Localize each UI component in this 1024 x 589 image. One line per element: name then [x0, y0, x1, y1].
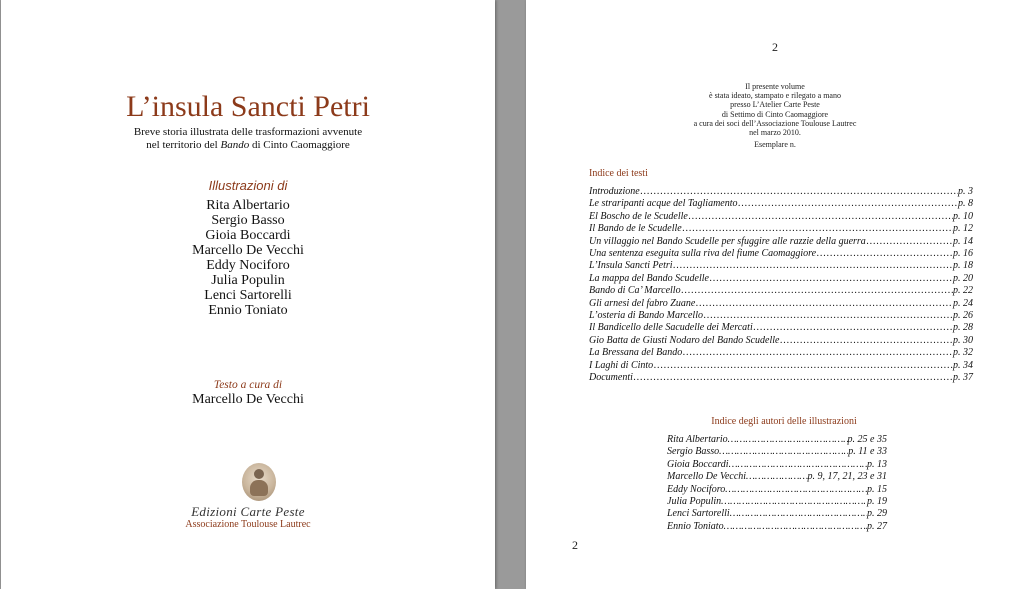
- author-entry: [667, 521, 887, 533]
- toc-entry-page: p. 22: [953, 285, 973, 297]
- artist-name: Gioia Boccardi: [205, 228, 291, 243]
- toc-entry-title: Bando di Ca’ Marcello: [589, 285, 681, 297]
- artist-name: Julia Populin: [211, 273, 285, 288]
- toc-list: [589, 186, 973, 385]
- author-entry: [667, 434, 887, 446]
- toc-entry-title: La Bressana del Bando: [589, 347, 683, 359]
- toc-entry-page: p. 34: [953, 359, 973, 371]
- toc-entry: [589, 372, 973, 384]
- author-name: Gioia Boccardi: [667, 458, 729, 470]
- author-entry: [667, 446, 887, 458]
- page-number-top: 2: [772, 40, 778, 54]
- toc-entry-title: Gio Batta de Giusti Nodaro del Bando Scudelle: [589, 334, 780, 346]
- publisher-name: Edizioni Carte Peste: [191, 504, 305, 519]
- toc-entry: [589, 273, 973, 285]
- toc-entry-page: p. 28: [953, 322, 973, 334]
- author-name: Sergio Basso: [667, 446, 720, 458]
- author-pages: p. 9, 17, 21, 23 e 31: [807, 471, 887, 483]
- toc-leader-dots: [695, 298, 953, 310]
- toc-entry-page: p. 10: [953, 210, 973, 222]
- toc-entry: [589, 236, 973, 248]
- colophon-line: a cura dei soci dell’Associazione Toulouse Lautrec: [693, 118, 857, 128]
- toc-entry-title: Gli arnesi del fabro Zuane: [589, 297, 696, 309]
- toc-entry-title: Introduzione: [589, 186, 640, 197]
- author-leader-dots: [721, 496, 867, 508]
- author-leader-dots: [728, 434, 848, 446]
- toc-leader-dots: [653, 360, 953, 372]
- subtitle-line-2: [1, 139, 495, 152]
- toc-leader-dots: [709, 273, 953, 285]
- toc-entry-title: Un villaggio nel Bando Scudelle per sfuggire alle razzie della guerra: [589, 235, 866, 247]
- page-number-bottom: 2: [572, 538, 578, 552]
- toc-entry: [589, 186, 973, 198]
- subtitle-line-1: Breve storia illustrata delle trasformazioni avvenute: [133, 126, 363, 138]
- artist-name: Lenci Sartorelli: [204, 288, 292, 303]
- author-name: Rita Albertario: [667, 434, 728, 445]
- toc-entry-title: L’Insula Sancti Petri: [589, 260, 673, 272]
- toc-entry-page: p. 30: [953, 334, 973, 346]
- artist-name: Eddy Nociforo: [206, 258, 290, 273]
- toc-entry: [589, 322, 973, 334]
- author-pages: p. 25 e 35: [847, 434, 887, 445]
- author-pages: p. 15: [867, 483, 887, 495]
- toc-entry-page: p. 16: [953, 248, 973, 260]
- author-leader-dots: [746, 471, 808, 483]
- toc-entry-title: Documenti: [589, 372, 633, 384]
- author-entry: [667, 496, 887, 508]
- toc-entry-title: Il Bando de le Scudelle: [589, 223, 682, 235]
- author-name: Ennio Toniato: [667, 520, 724, 532]
- author-name: Eddy Nociforo: [667, 483, 726, 495]
- author-leader-dots: [729, 459, 867, 471]
- toc-leader-dots: [753, 322, 953, 334]
- toc-entry: [589, 198, 973, 210]
- toc-entry: [589, 310, 973, 322]
- author-leader-dots: [725, 484, 867, 496]
- toc-entry-title: L’osteria di Bando Marcello: [589, 310, 703, 322]
- toc-entry-title: I Laghi di Cinto: [589, 359, 654, 371]
- artist-name: Rita Albertario: [206, 198, 290, 213]
- artist-list: [1, 198, 495, 318]
- toc-entry-page: p. 12: [953, 223, 973, 235]
- right-page: [526, 0, 1024, 589]
- toc-leader-dots: [703, 310, 953, 322]
- toc-entry-title: Le straripanti acque del Tagliamento: [589, 198, 738, 210]
- toc-leader-dots: [681, 285, 953, 297]
- author-name: Julia Populin: [667, 496, 722, 508]
- author-leader-dots: [724, 521, 867, 533]
- toc-entry-page: p. 24: [953, 297, 973, 309]
- artist-name: Sergio Basso: [211, 213, 285, 228]
- toc-entry-page: p. 32: [953, 347, 973, 359]
- authors-list: [667, 434, 887, 533]
- association-name: Associazione Toulouse Lautrec: [185, 519, 311, 530]
- toc-leader-dots: [640, 186, 958, 198]
- author-pages: p. 11 e 33: [848, 446, 887, 458]
- toc-leader-dots: [738, 198, 958, 210]
- toc-entry: [589, 223, 973, 235]
- subtitle-line-2-italic: Bando: [220, 139, 250, 151]
- colophon-line: Il presente volume: [745, 82, 805, 91]
- toc-title: Indice dei testi: [589, 168, 648, 179]
- toc-entry-page: p. 18: [953, 260, 973, 272]
- author-name: Marcello De Vecchi: [667, 471, 747, 483]
- toc-entry-title: Una sentenza eseguita sulla riva del fiume Caomaggiore: [589, 248, 817, 260]
- toc-leader-dots: [688, 211, 953, 223]
- colophon-line: di Settimo di Cinto Caomaggiore: [721, 109, 829, 119]
- toc-leader-dots: [682, 347, 953, 359]
- publisher-logo-icon: [242, 463, 276, 501]
- toc-entry-page: p. 3: [958, 186, 973, 197]
- toc-entry-title: La mappa del Bando Scudelle: [589, 272, 709, 284]
- toc-entry: [589, 347, 973, 359]
- artist-name: Marcello De Vecchi: [192, 243, 304, 258]
- author-name: Lenci Sartorelli: [667, 508, 730, 520]
- toc-entry-page: p. 14: [953, 235, 973, 247]
- author-pages: p. 27: [867, 520, 887, 532]
- toc-entry-page: p. 37: [953, 372, 973, 384]
- book-subtitle: [1, 126, 495, 152]
- editor-label: Testo a cura di: [213, 379, 283, 391]
- book-title: L’insula Sancti Petri: [126, 90, 370, 123]
- toc-leader-dots: [682, 223, 953, 235]
- toc-entry: [589, 285, 973, 297]
- author-entry: [667, 484, 887, 496]
- author-entry: [667, 471, 887, 483]
- toc-leader-dots: [633, 372, 953, 384]
- author-leader-dots: [719, 446, 848, 458]
- colophon-lines: [526, 82, 1024, 137]
- author-pages: p. 19: [867, 496, 887, 508]
- author-pages: p. 29: [867, 508, 887, 520]
- authors-index-title: Indice degli autori delle illustrazioni: [711, 416, 857, 427]
- subtitle-line-2-pre: nel territorio del: [146, 139, 221, 151]
- toc-entry-title: Il Bandicello delle Sacudelle dei Mercati: [589, 322, 753, 334]
- toc-leader-dots: [866, 236, 953, 248]
- colophon-line: è stata ideato, stampato e rilegato a mano: [709, 91, 841, 101]
- illustrations-label: Illustrazioni di: [208, 178, 288, 193]
- toc-leader-dots: [816, 248, 953, 260]
- colophon: [526, 82, 1024, 149]
- colophon-line: presso L’Atelier Carte Peste: [730, 100, 820, 110]
- author-entry: [667, 459, 887, 471]
- toc-entry: [589, 260, 973, 272]
- author-leader-dots: [730, 508, 867, 520]
- toc-entry: [589, 211, 973, 223]
- left-page: [1, 0, 495, 589]
- toc-entry: [589, 298, 973, 310]
- toc-entry-title: El Boscho de le Scudelle: [589, 210, 688, 222]
- toc-leader-dots: [673, 260, 953, 272]
- colophon-line: nel marzo 2010.: [749, 128, 801, 138]
- editor-name: Marcello De Vecchi: [192, 392, 304, 407]
- author-pages: p. 13: [867, 458, 887, 470]
- toc-entry-page: p. 26: [953, 310, 973, 322]
- toc-entry: [589, 248, 973, 260]
- toc-entry-page: p. 20: [953, 272, 973, 284]
- copy-number-label: Esemplare n.: [754, 140, 796, 150]
- artist-name: Ennio Toniato: [208, 303, 288, 318]
- subtitle-line-2-post: di Cinto Caomaggiore: [249, 139, 350, 151]
- toc-entry: [589, 360, 973, 372]
- author-entry: [667, 508, 887, 520]
- toc-entry: [589, 335, 973, 347]
- toc-entry-page: p. 8: [958, 198, 973, 210]
- toc-leader-dots: [779, 335, 953, 347]
